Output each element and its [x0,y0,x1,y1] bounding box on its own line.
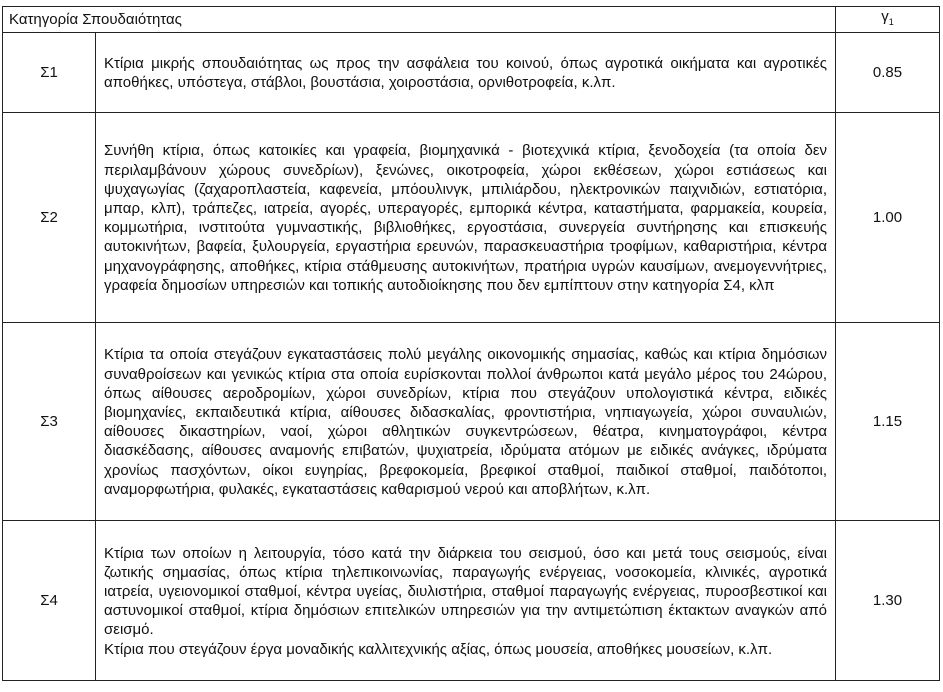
description-cell [96,113,836,323]
gamma-symbol: γ [881,8,889,25]
table-row [3,521,940,681]
description-text: Κτίρια των οποίων η λειτουργία, τόσο κατά την διάρκεια του σεισμού, όσο και μετά τους σεισμούς, είναι ζωτικής σημασίας, όπως κτίρια τηλεπικοινωνίας, παραγωγής ενέργειας, νοσοκομεία, κλινικές, αγροτικά ιατρεία, υγειονομικοί σταθμοί, κέντρα υγείας, διυλιστήρια, σταθμοί παραγωγής ενέργειας, πυροσβεστικοί και αστυνομικοί σταθμοί, κτίρια δημόσιων επιτελικών υπηρεσιών για την αντιμετώπιση έκτακτων αναγκών από σεισμό. [104,544,828,639]
table-row [3,323,940,521]
description-text: Κτίρια μικρής σπουδαιότητας ως προς την ασφάλεια του κοινού, όπως αγροτικά οικήματα και αγροτικές αποθήκες, υπόστεγα, στάβλοι, βουστάσια, χοιροστάσια, ορνιθοτροφεία, κ.λπ. [104,55,828,92]
category-cell: Σ2 [3,113,96,323]
description-cell [96,323,836,521]
description-cell [96,33,836,113]
category-column-header: Κατηγορία Σπουδαιότητας [3,7,836,33]
category-cell: Σ1 [3,33,96,113]
table-header-row [3,7,940,33]
gamma-subscript: 1 [888,17,894,27]
table-row [3,33,940,113]
description-text: Κτίρια τα οποία στεγάζουν εγκαταστάσεις πολύ μεγάλης οικονομικής σημασίας, καθώς και κτίρια δημόσιων συναθροίσεων και γενικώς κτίρια στα οποία ευρίσκονται πολλοί άνθρωποι κατά μεγάλο μέρος του 24ώρου, όπως αίθουσες αεροδρομίων, χώροι συνεδρίων, κτίρια που στεγάζουν υπολογιστικά κέντρα, ειδικές βιομηχανίες, εκπαιδευτικά κτίρια, αίθουσες διδασκαλίας, φροντιστήρια, νηπιαγωγεία, χώροι συναυλιών, αίθουσες δικαστηρίων, ναοί, χώροι αθλητικών συγκεντρώσεων, θέατρα, κινηματογράφοι, κέντρα διασκέδασης, αίθουσες αναμονής επιβατών, ψυχιατρεία, ιδρύματα ατόμων με ειδικές ανάγκες, ιδρύματα χρονίως πασχόντων, οίκοι ευγηρίας, βρεφοκομεία, βρεφικοί σταθμοί, παιδικοί σταθμοί, παιδότοποι, αναμορφωτήρια, φυλακές, εγκαταστάσεις καθαρισμού νερού και αποβλήτων, κ.λπ. [104,346,828,498]
description-cell [96,521,836,681]
description-text: Κτίρια που στεγάζουν έργα μοναδικής καλλιτεχνικής αξίας, όπως μουσεία, αποθήκες μουσείων, κ.λπ. [104,640,773,658]
gamma-value-cell: 1.00 [836,113,940,323]
gamma-value-cell: 1.15 [836,323,940,521]
gamma-column-header [836,7,940,33]
category-cell: Σ4 [3,521,96,681]
importance-category-table [2,6,940,681]
table-row [3,113,940,323]
description-text: Συνήθη κτίρια, όπως κατοικίες και γραφεία, βιομηχανικά - βιοτεχνικά κτίρια, ξενοδοχεία (τα οποία δεν περιλαμβάνουν χώρους συνεδρίων), ξενώνες, οικοτροφεία, χώροι εκθέσεων, χώροι εστιάσεως και ψυχαγωγίας (ζαχαροπλαστεία, καφενεία, μπόουλινγκ, μπιλιάρδου, ηλεκτρονικών παιχνιδιών, εστιατόρια, μπαρ, κλπ), τράπεζες, ιατρεία, αγορές, υπεραγορές, εμπορικά κέντρα, καταστήματα, φαρμακεία, κουρεία, κομμωτήρια, ινστιτούτα γυμναστικής, βιβλιοθήκες, εργοστάσια, συνεργεία συντήρησης και επισκευής αυτοκινήτων, βαφεία, ξυλουργεία, εργαστήρια ερευνών, παρασκευαστήρια τροφίμων, καθαριστήρια, κέντρα μηχανογράφησης, αποθήκες, κτίρια στάθμευσης αυτοκινήτων, πρατήρια υγρών καυσίμων, ανεμογεννήτριες, γραφεία δημοσίων υπηρεσιών και τοπικής αυτοδιοίκησης που δεν εμπίπτουν στην κατηγορία Σ4, κλπ [104,142,828,294]
category-cell: Σ3 [3,323,96,521]
gamma-value-cell: 0.85 [836,33,940,113]
gamma-value-cell: 1.30 [836,521,940,681]
